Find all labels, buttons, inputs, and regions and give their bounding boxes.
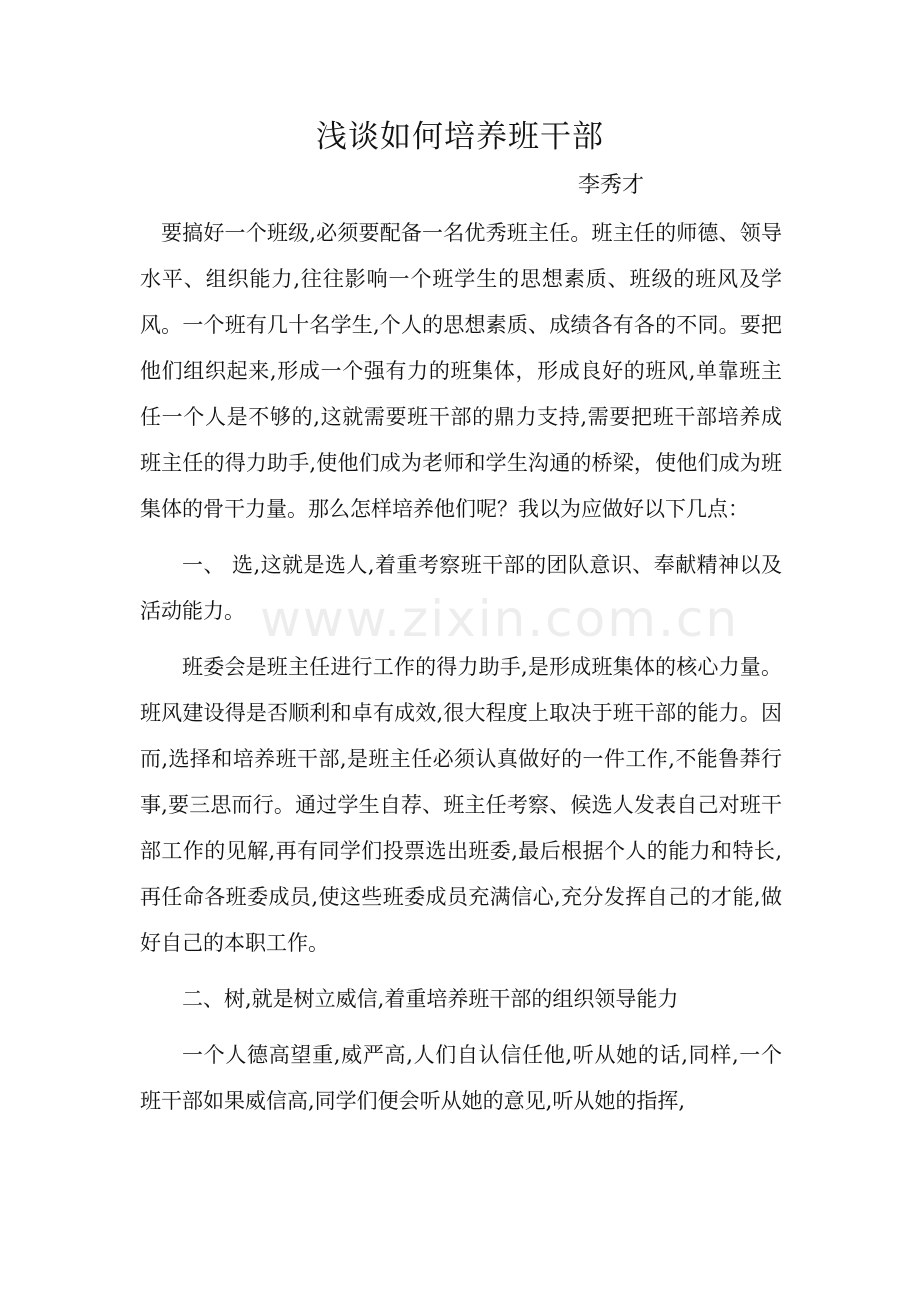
paragraph-intro: 要搞好一个班级,必须要配备一名优秀班主任。班主任的师德、领导水平、组织能力,往往影响一个班学生的思想素质、班级的班风及学风。一个班有几十名学生,个人的思想素质、成绩各有各的不同。要把他们组织起来,形成一个强有力的班集体，形成良好的班风,单靠班主任一个人是不够的,这就需要班干部的鼎力支持,需要把班干部培养成班主任的得力助手,使他们成为老师和学生沟通的桥梁，使他们成为班集体的骨干力量。那么怎样培养他们呢？我以为应做好以下几点：	[140, 221, 782, 521]
document-body	[140, 210, 782, 1124]
paragraph-point-two-body: 一个人德高望重,威严高,人们自认信任他,听从她的话,同样,一个班干部如果威信高,同学们便会听从她的意见,听从她的指挥,	[140, 1043, 782, 1113]
paragraph-point-two-heading: 二、树,就是树立威信,着重培养班干部的组织领导能力	[182, 987, 679, 1011]
document-author: 李秀才	[578, 173, 645, 198]
watermark-text: www.zixin.com.cn	[260, 590, 740, 648]
paragraph-point-one-heading: 一、 选,这就是选人,着重考察班干部的团队意识、奉献精神以及活动能力。	[140, 553, 782, 623]
document-title: 浅谈如何培养班干部	[316, 119, 604, 155]
paragraph-point-one-body: 班委会是班主任进行工作的得力助手,是形成班集体的核心力量。班风建设得是否顺利和卓有成效,很大程度上取决于班干部的能力。因而,选择和培养班干部,是班主任必须认真做好的一件工作,不能鲁莽行事,要三思而行。通过学生自荐、班主任考察、候选人发表自己对班干部工作的见解,再有同学们投票选出班委,最后根据个人的能力和特长,再任命各班委成员,使这些班委成员充满信心,充分发挥自己的才能,做好自己的本职工作。	[140, 655, 782, 955]
